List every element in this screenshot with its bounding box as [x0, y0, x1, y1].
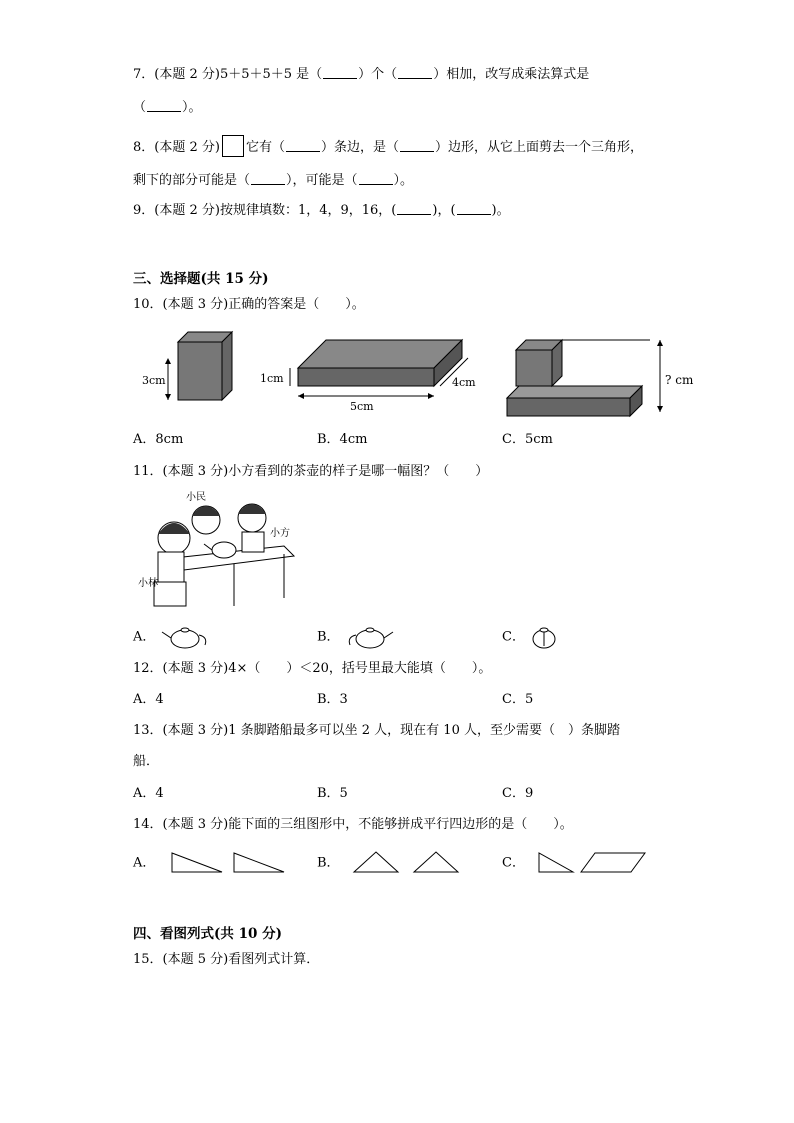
question-14: 14．(本题 3 分)能下面的三组图形中，不能够拼成平行四边形的是（ ）。 — [133, 817, 573, 832]
q10-figures — [130, 330, 710, 420]
svg-text:4cm: 4cm — [452, 376, 476, 389]
question-13-line1: 13．(本题 3 分)1 条脚踏船最多可以坐 2 人，现在有 10 人，至少需要（ ）条脚踏 — [133, 723, 620, 738]
teapot-front-icon — [529, 624, 559, 650]
cuboid-figure — [260, 340, 476, 413]
square-shape — [222, 135, 244, 157]
teapot-side-icon — [344, 624, 396, 650]
children-teapot-illustration — [134, 488, 304, 608]
answer-blank[interactable] — [397, 202, 431, 215]
option-a[interactable]: A．4 — [133, 692, 164, 707]
option-b[interactable]: B． — [317, 850, 474, 876]
answer-blank[interactable] — [400, 139, 434, 152]
svg-text:小林: 小林 — [138, 578, 158, 589]
option-a[interactable]: A．8cm — [133, 432, 184, 447]
answer-blank[interactable] — [323, 66, 357, 79]
isosceles-triangles-icon — [344, 850, 474, 876]
option-b[interactable]: B．3 — [317, 692, 348, 707]
answer-blank[interactable] — [359, 172, 393, 185]
answer-blank[interactable] — [398, 66, 432, 79]
answer-blank[interactable] — [286, 139, 320, 152]
question-9: 9．(本题 2 分)按规律填数：1，4，9，16，( )，( )。 — [133, 203, 510, 218]
question-7-line2: （ ）。 — [133, 100, 202, 115]
section-title: 四、看图列式(共 10 分) — [133, 926, 282, 942]
option-c[interactable]: C．5 — [502, 692, 534, 707]
svg-text:? cm: ? cm — [665, 373, 694, 387]
option-b[interactable]: B．4cm — [317, 432, 368, 447]
answer-blank[interactable] — [147, 99, 181, 112]
question-8-line1: 8．(本题 2 分) 它有（ ）条边，是（ ）边形，从它上面剪去一个三角形， — [133, 135, 643, 157]
option-c[interactable]: C．5cm — [502, 432, 553, 447]
option-c[interactable]: C．9 — [502, 786, 534, 801]
svg-text:小方: 小方 — [270, 528, 290, 539]
svg-text:小民: 小民 — [186, 492, 206, 503]
question-12: 12．(本题 3 分)4×（ ）＜20，括号里最大能填（ ）。 — [133, 661, 492, 676]
combined-figure — [507, 340, 694, 416]
question-7-line1: 7．(本题 2 分)5＋5＋5＋5 是（ ）个（ ）相加，改写成乘法算式是 — [133, 67, 590, 82]
svg-text:3cm: 3cm — [142, 374, 166, 387]
answer-blank[interactable] — [457, 202, 491, 215]
section-title: 三、选择题(共 15 分) — [133, 271, 269, 287]
svg-text:1cm: 1cm — [260, 372, 284, 385]
right-triangles-icon — [160, 850, 290, 876]
option-a[interactable]: A． — [133, 624, 212, 650]
question-13-line2: 船． — [133, 754, 160, 769]
option-a[interactable]: A． — [133, 850, 290, 876]
question-8-line2: 剩下的部分可能是（ ），可能是（ ）。 — [133, 173, 414, 188]
option-b[interactable]: B．5 — [317, 786, 348, 801]
question-11: 11．(本题 3 分)小方看到的茶壶的样子是哪一幅图？（ ） — [133, 464, 489, 479]
option-c[interactable]: C． — [502, 624, 559, 650]
option-b[interactable]: B． — [317, 624, 396, 650]
answer-blank[interactable] — [251, 172, 285, 185]
question-15: 15．(本题 5 分)看图列式计算． — [133, 952, 320, 967]
cube-figure — [142, 332, 232, 400]
option-a[interactable]: A．4 — [133, 786, 164, 801]
triangle-parallelogram-icon — [529, 850, 649, 876]
question-10: 10．(本题 3 分)正确的答案是（ ）。 — [133, 297, 365, 312]
teapot-side-icon — [160, 624, 212, 650]
option-c[interactable]: C． — [502, 850, 649, 876]
svg-text:5cm: 5cm — [350, 400, 374, 413]
